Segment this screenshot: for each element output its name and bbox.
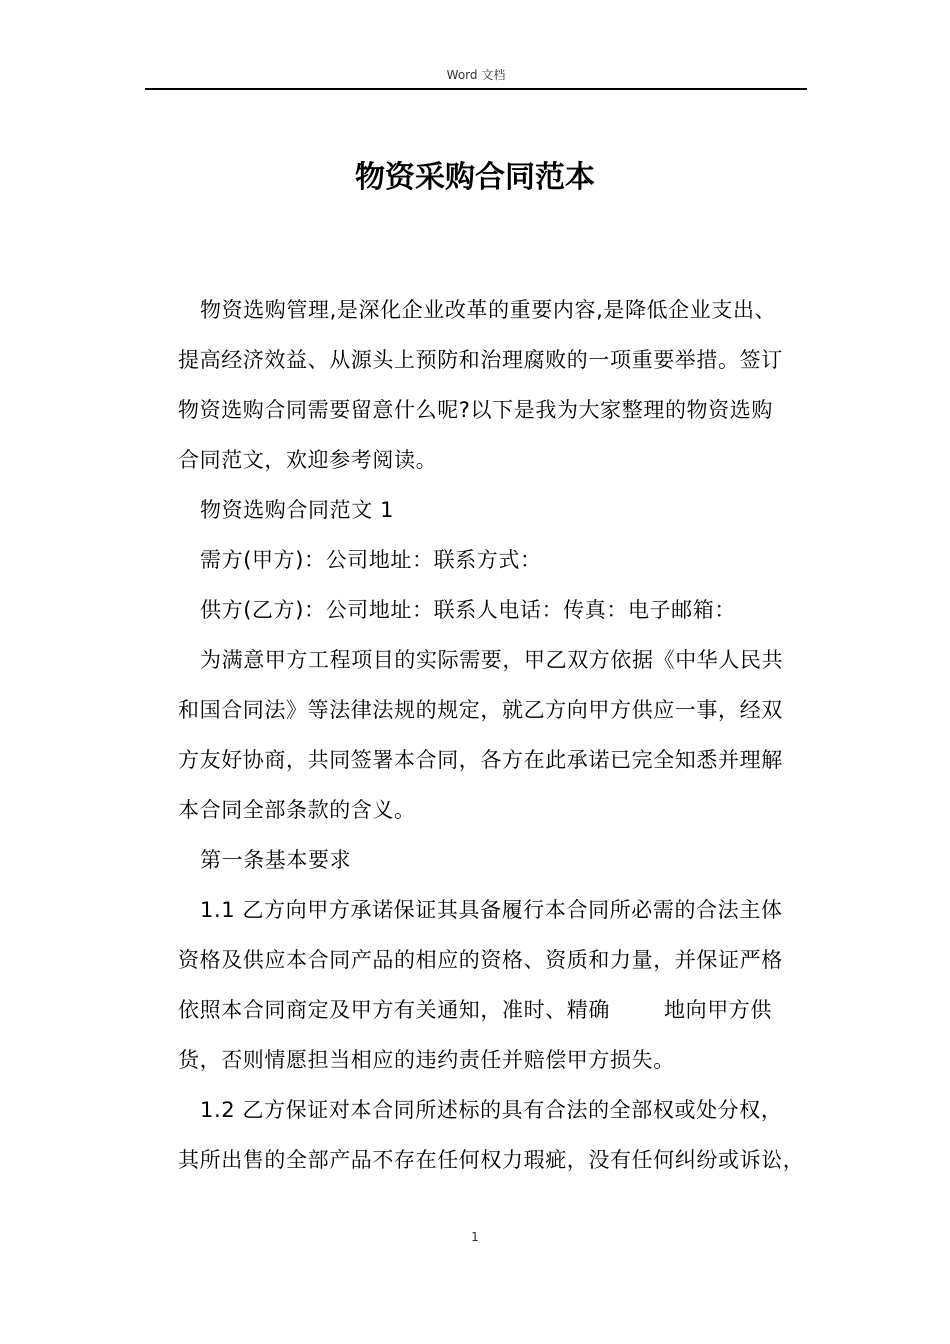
body-line: 其所出售的全部产品不存在任何权力瑕疵，没有任何纠纷或诉讼，: [178, 1148, 805, 1172]
body-line-part: 地向甲方供: [664, 998, 772, 1022]
body-line: 需方(甲方)：公司地址：联系方式：: [200, 548, 542, 572]
body-line: 物资选购合同需要留意什么呢?以下是我为大家整理的物资选购: [178, 398, 773, 422]
body-line: 供方(乙方)：公司地址：联系人电话：传真：电子邮箱：: [200, 598, 736, 622]
document-body: [178, 292, 808, 1192]
page-number: 1: [471, 1230, 479, 1244]
body-line: 1.1 乙方向甲方承诺保证其具备履行本合同所必需的合法主体: [200, 898, 783, 922]
body-line: 1.2 乙方保证对本合同所述标的具有合法的全部权或处分权，: [200, 1098, 783, 1122]
body-line: 提高经济效益、从源头上预防和治理腐败的一项重要举措。签订: [178, 348, 783, 372]
body-line: 方友好协商，共同签署本合同，各方在此承诺已完全知悉并理解: [178, 748, 783, 772]
body-line-part: 依照本合同商定及甲方有关通知，准时、精确: [178, 998, 610, 1022]
page-header: [145, 66, 807, 90]
section-heading: 物资选购合同范文 1: [200, 498, 395, 522]
body-line: 货，否则情愿担当相应的违约责任并赔偿甲方损失。: [178, 1048, 675, 1072]
body-line: 资格及供应本合同产品的相应的资格、资质和力量，并保证严格: [178, 948, 783, 972]
document-title: 物资采购合同范本: [355, 160, 595, 195]
body-line: 物资选购管理,是深化企业改革的重要内容,是降低企业支出、: [200, 298, 777, 322]
header-text: Word 文档: [446, 68, 506, 82]
body-line: [178, 992, 808, 1042]
body-line: 合同范文，欢迎参考阅读。: [178, 448, 438, 472]
body-line: 本合同全部条款的含义。: [178, 798, 416, 822]
section-heading: 第一条基本要求: [200, 848, 352, 872]
body-line: 为满意甲方工程项目的实际需要，甲乙双方依据《中华人民共: [200, 648, 784, 672]
body-line: 和国合同法》等法律法规的规定，就乙方向甲方供应一事，经双: [178, 698, 783, 722]
